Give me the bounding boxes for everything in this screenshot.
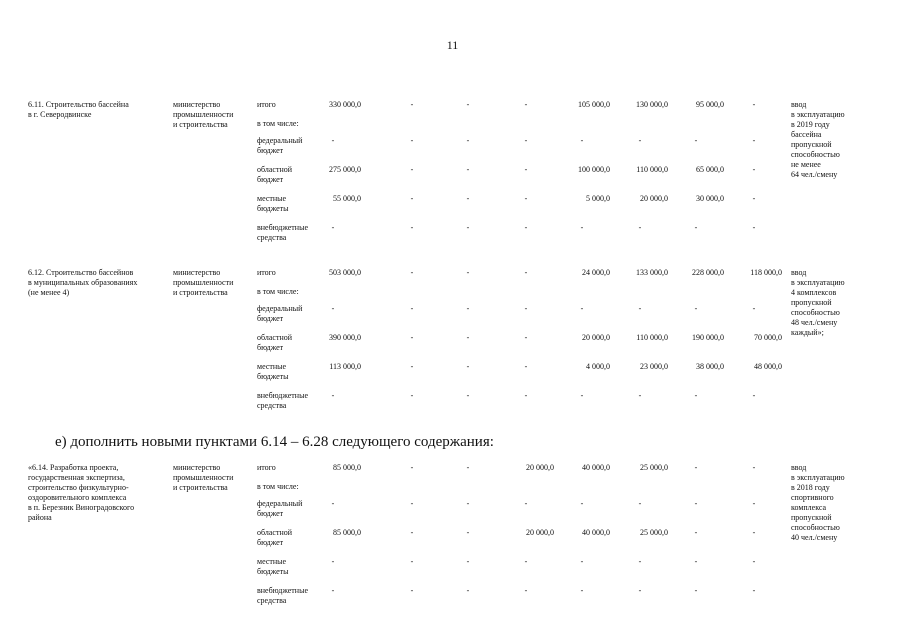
cell-value: 110 000,0 [636, 333, 668, 342]
row-label: внебюджетные средства [257, 223, 308, 242]
result-note: ввод в эксплуатацию в 2018 году спортивного комплекса пропускной способностью 40 чел./смену [791, 463, 845, 542]
cell-value: 100 000,0 [578, 165, 610, 174]
cell-dash: - [410, 268, 414, 277]
cell-dash: - [580, 391, 584, 400]
cell-dash: - [466, 463, 470, 472]
row-label: итого [257, 100, 276, 109]
cell-dash: - [524, 165, 528, 174]
cell-dash: - [752, 223, 756, 232]
cell-value: 390 000,0 [329, 333, 361, 342]
row-label: федеральный бюджет [257, 499, 303, 518]
amendment-heading: е) дополнить новыми пунктами 6.14 – 6.28 следующего содержания: [55, 434, 494, 450]
cell-dash: - [331, 499, 335, 508]
cell-dash: - [752, 499, 756, 508]
cell-dash: - [410, 391, 414, 400]
page-number: 11 [446, 38, 459, 52]
cell-dash: - [752, 100, 756, 109]
cell-dash: - [466, 136, 470, 145]
cell-dash: - [638, 499, 642, 508]
cell-dash: - [524, 362, 528, 371]
cell-value: 20 000,0 [526, 463, 554, 472]
cell-dash: - [410, 333, 414, 342]
cell-dash: - [694, 304, 698, 313]
cell-value: 38 000,0 [696, 362, 724, 371]
cell-value: 105 000,0 [578, 100, 610, 109]
cell-dash: - [694, 136, 698, 145]
cell-dash: - [410, 463, 414, 472]
cell-value: 4 000,0 [586, 362, 610, 371]
cell-dash: - [694, 499, 698, 508]
cell-value: 133 000,0 [636, 268, 668, 277]
cell-dash: - [580, 223, 584, 232]
executor: министерство промышленности и строительства [173, 463, 234, 492]
cell-dash: - [752, 528, 756, 537]
cell-value: 118 000,0 [750, 268, 782, 277]
row-label: местные бюджеты [257, 194, 289, 213]
cell-dash: - [524, 586, 528, 595]
cell-dash: - [466, 304, 470, 313]
cell-dash: - [410, 100, 414, 109]
cell-dash: - [410, 165, 414, 174]
row-label: областной бюджет [257, 165, 293, 184]
cell-dash: - [694, 223, 698, 232]
cell-value: 95 000,0 [696, 100, 724, 109]
cell-dash: - [331, 223, 335, 232]
cell-dash: - [694, 528, 698, 537]
cell-value: 130 000,0 [636, 100, 668, 109]
cell-dash: - [410, 557, 414, 566]
row-label: местные бюджеты [257, 557, 289, 576]
cell-value: 85 000,0 [333, 528, 361, 537]
result-note: ввод в эксплуатацию в 2019 году бассейна пропускной способностью не менее 64 чел./смену [791, 100, 845, 179]
row-label: федеральный бюджет [257, 304, 303, 323]
cell-value: 20 000,0 [526, 528, 554, 537]
cell-dash: - [580, 499, 584, 508]
item-title: 6.11. Строительство бассейна в г. Северодвинске [28, 100, 129, 119]
row-label: в том числе: [257, 482, 299, 491]
row-label: внебюджетные средства [257, 586, 308, 605]
cell-value: 24 000,0 [582, 268, 610, 277]
cell-dash: - [694, 586, 698, 595]
cell-dash: - [410, 136, 414, 145]
cell-dash: - [466, 333, 470, 342]
row-label: итого [257, 463, 276, 472]
cell-dash: - [752, 391, 756, 400]
cell-dash: - [752, 165, 756, 174]
cell-value: 55 000,0 [333, 194, 361, 203]
item-title: 6.12. Строительство бассейнов в муниципальных образованиях (не менее 4) [28, 268, 138, 297]
cell-value: 40 000,0 [582, 463, 610, 472]
executor: министерство промышленности и строительства [173, 100, 234, 129]
cell-value: 503 000,0 [329, 268, 361, 277]
cell-value: 113 000,0 [329, 362, 361, 371]
row-label: областной бюджет [257, 528, 293, 547]
cell-value: 190 000,0 [692, 333, 724, 342]
cell-dash: - [524, 391, 528, 400]
cell-value: 48 000,0 [754, 362, 782, 371]
cell-dash: - [410, 194, 414, 203]
cell-dash: - [694, 391, 698, 400]
cell-dash: - [410, 586, 414, 595]
cell-dash: - [694, 557, 698, 566]
row-label: в том числе: [257, 119, 299, 128]
cell-dash: - [638, 304, 642, 313]
cell-value: 25 000,0 [640, 528, 668, 537]
cell-dash: - [524, 333, 528, 342]
cell-dash: - [331, 586, 335, 595]
row-label: федеральный бюджет [257, 136, 303, 155]
cell-value: 65 000,0 [696, 165, 724, 174]
cell-value: 5 000,0 [586, 194, 610, 203]
cell-dash: - [694, 463, 698, 472]
result-note: ввод в эксплуатацию 4 комплексов пропускной способностью 48 чел./смену каждый»; [791, 268, 845, 337]
cell-value: 25 000,0 [640, 463, 668, 472]
cell-dash: - [752, 463, 756, 472]
cell-dash: - [466, 165, 470, 174]
cell-dash: - [524, 557, 528, 566]
cell-value: 228 000,0 [692, 268, 724, 277]
cell-dash: - [752, 194, 756, 203]
cell-dash: - [752, 136, 756, 145]
cell-dash: - [466, 223, 470, 232]
cell-dash: - [410, 499, 414, 508]
cell-dash: - [331, 557, 335, 566]
cell-value: 40 000,0 [582, 528, 610, 537]
cell-dash: - [524, 136, 528, 145]
row-label: итого [257, 268, 276, 277]
cell-dash: - [638, 223, 642, 232]
cell-dash: - [466, 194, 470, 203]
cell-dash: - [410, 362, 414, 371]
cell-dash: - [580, 586, 584, 595]
cell-value: 330 000,0 [329, 100, 361, 109]
cell-dash: - [580, 136, 584, 145]
cell-dash: - [410, 528, 414, 537]
cell-dash: - [752, 304, 756, 313]
item-title: «6.14. Разработка проекта, государственная экспертиза, строительство физкультурно- оздоровительного комплекса в п. Березник Виноградовского района [28, 463, 135, 522]
cell-value: 70 000,0 [754, 333, 782, 342]
cell-dash: - [638, 586, 642, 595]
cell-dash: - [752, 586, 756, 595]
cell-dash: - [466, 528, 470, 537]
row-label: местные бюджеты [257, 362, 289, 381]
cell-dash: - [638, 557, 642, 566]
cell-dash: - [638, 136, 642, 145]
cell-dash: - [580, 304, 584, 313]
cell-dash: - [638, 391, 642, 400]
cell-dash: - [331, 391, 335, 400]
cell-dash: - [466, 586, 470, 595]
cell-dash: - [410, 304, 414, 313]
cell-dash: - [524, 268, 528, 277]
cell-value: 20 000,0 [582, 333, 610, 342]
cell-dash: - [524, 499, 528, 508]
cell-dash: - [466, 268, 470, 277]
cell-dash: - [466, 391, 470, 400]
cell-dash: - [524, 304, 528, 313]
row-label: областной бюджет [257, 333, 293, 352]
cell-dash: - [466, 100, 470, 109]
executor: министерство промышленности и строительства [173, 268, 234, 297]
cell-dash: - [466, 362, 470, 371]
cell-value: 275 000,0 [329, 165, 361, 174]
cell-dash: - [524, 194, 528, 203]
row-label: в том числе: [257, 287, 299, 296]
cell-value: 23 000,0 [640, 362, 668, 371]
cell-dash: - [752, 557, 756, 566]
cell-dash: - [524, 223, 528, 232]
cell-dash: - [466, 499, 470, 508]
cell-dash: - [410, 223, 414, 232]
cell-value: 20 000,0 [640, 194, 668, 203]
cell-dash: - [466, 557, 470, 566]
cell-value: 110 000,0 [636, 165, 668, 174]
cell-dash: - [331, 136, 335, 145]
cell-dash: - [524, 100, 528, 109]
cell-dash: - [580, 557, 584, 566]
row-label: внебюджетные средства [257, 391, 308, 410]
cell-value: 30 000,0 [696, 194, 724, 203]
cell-value: 85 000,0 [333, 463, 361, 472]
cell-dash: - [331, 304, 335, 313]
